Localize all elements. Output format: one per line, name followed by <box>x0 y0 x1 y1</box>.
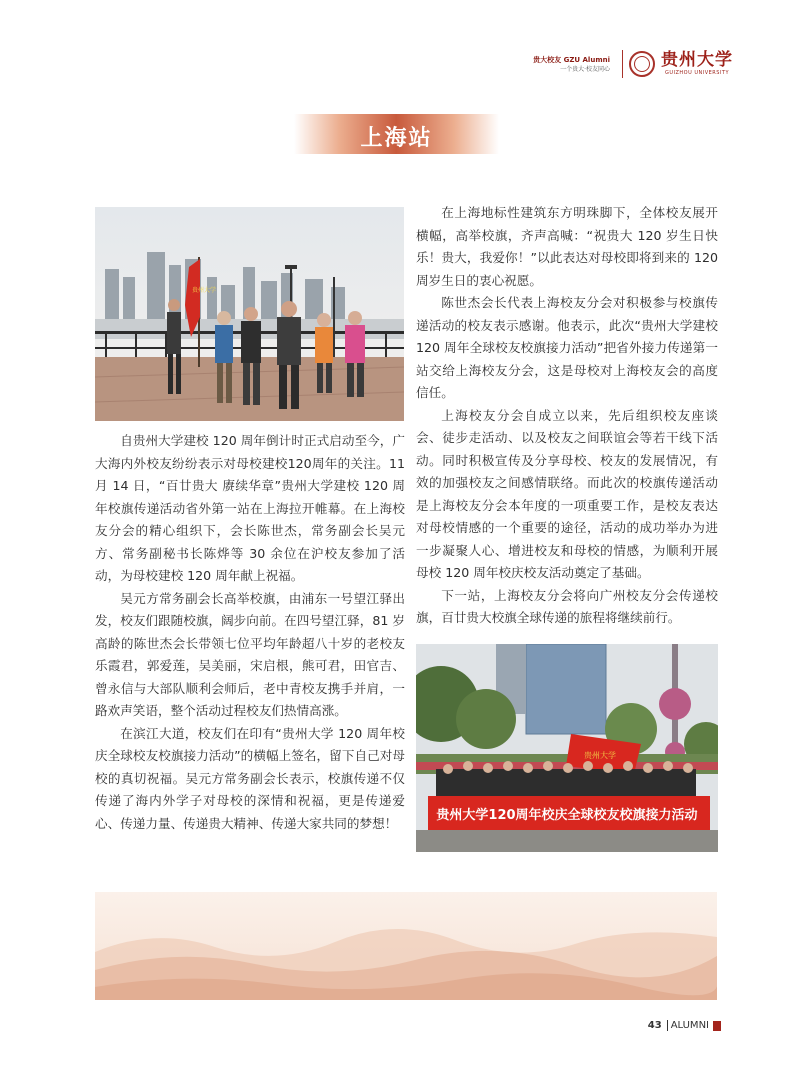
header-text-block <box>533 55 610 74</box>
page-number: 43 <box>647 1020 662 1031</box>
group-flag-text: 贵州大学 <box>584 751 616 760</box>
paragraph: 下一站，上海校友分会将向广州校友分会传递校旗，百廿贵大校旗全球传递的旅程将继续前行。 <box>416 587 718 625</box>
group-banner-text: 贵州大学120周年校庆全球校友校旗接力活动 <box>436 808 698 823</box>
section-title-banner <box>294 114 499 154</box>
university-name-block <box>661 51 733 77</box>
paragraph: 在滨江大道，校友们在印有“贵州大学 120 周年校庆全球校友校旗接力活动”的横幅上签名，留下自己对母校的真切祝福。吴元方常务副会长表示，校旗传递不仅传递了海内外学子对母校的深情和祝福，更是传递爱心、传递力量、传递贵大精神、传递大家共同的梦想！ <box>95 725 405 831</box>
photo-riverside-walk <box>95 207 404 421</box>
paragraph: 吴元方常务副会长高举校旗，由浦东一号望江驿出发，校友们跟随校旗，阔步向前。在四号望江驿，81 岁高龄的陈世杰会长带领七位平均年龄超八十岁的老校友乐霞君，郭爱莲，吴美丽，宋启根，熊可君，田官吉、曾永信与大部队顺利会师后，老中青校友携手并肩，一路欢声笑语，整个活动过程校友们热情高涨。 <box>95 590 405 718</box>
article-left-column <box>95 430 405 835</box>
footer-label: ALUMNI <box>670 1020 709 1031</box>
alumni-slogan: 一个贵大·校友同心 <box>560 65 610 73</box>
footer-accent-square <box>713 1021 721 1031</box>
decorative-mountain-scenery <box>95 892 717 1000</box>
university-name-en: GUIZHOU UNIVERSITY <box>664 70 730 76</box>
page-footer <box>648 1020 721 1031</box>
header-divider <box>622 50 623 78</box>
flag-text: 贵州大学 <box>192 287 217 294</box>
alumni-line: 贵大校友 GZU Alumni <box>533 55 610 64</box>
paragraph: 在上海地标性建筑东方明珠脚下，全体校友展开横幅，高举校旗，齐声高喊：“祝贵大 120 岁生日快乐！贵大，我爱你！”以此表达对母校即将到来的 120 周岁生日的衷心祝愿。 <box>416 205 718 288</box>
paragraph: 上海校友分会自成立以来，先后组织校友座谈会、徒步走活动、以及校友之间联谊会等若干线下活动。同时积极宣传及分享母校、校友的发展情况，有效的加强校友之间感情联络。而此次的校旗传递活动是上海校友分会本年度的一项重要工作，是校友表达对母校情感的一个重要的途径，活动的成功举办为进一步凝聚人心、增进校友和母校的情感，为顺利开展母校 120 周年校庆校友活动奠定了基础。 <box>416 407 718 580</box>
article-right-column <box>416 202 718 630</box>
footer-divider <box>667 1020 668 1031</box>
paragraph: 自贵州大学建校 120 周年倒计时正式启动至今，广大海内外校友纷纷表示对母校建校120周年的关注。11 月 14 日，“百廿贵大 赓续华章”贵州大学建校 120 周年校旗传递活动省外第一站在上海拉开帷幕。在上海校友分会的精心组织下，会长陈世杰，常务副会长吴元方、常务副秘书长陈烨等 30 余位在沪校友参加了活动，为母校建校 120 周年献上祝福。 <box>95 433 405 583</box>
university-seal-icon <box>629 51 655 77</box>
section-title: 上海站 <box>360 126 433 151</box>
header-logo <box>533 47 733 81</box>
university-name: 贵州大学 <box>661 50 733 70</box>
photo-group-banner <box>416 644 718 852</box>
paragraph: 陈世杰会长代表上海校友分会对积极参与校旗传递活动的校友表示感谢。他表示，此次“贵州大学建校 120 周年全球校友校旗接力活动”把省外接力传递第一站交给上海校友分会，这是母校对上海校友会的高度信任。 <box>416 295 718 400</box>
